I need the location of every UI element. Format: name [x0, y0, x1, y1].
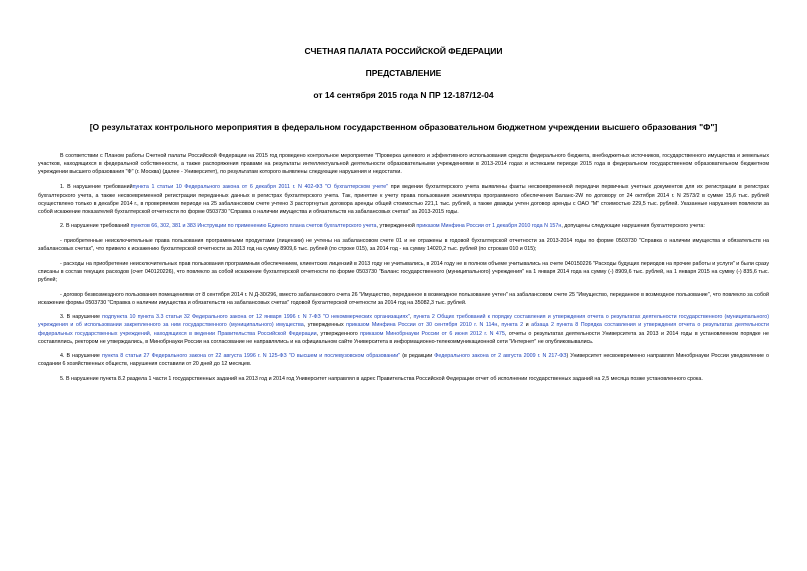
org-title: СЧЕТНАЯ ПАЛАТА РОССИЙСКОЙ ФЕДЕРАЦИИ: [304, 46, 503, 56]
bullet-3: - договор безвозмездного пользования помещениями от 8 сентября 2014 г. N Д-30/296, вместо забалансового счета 26 "Имущество, переданное в возмездное пользование учтен" на забалансовом счете 25 "Имущество, переданное в возмездное пользование", что повлекло за собой искажение формы 0503730 "Справка о наличии имущества и обязательств на забалансовых счетах" годовой бухгалтерской отчетности за 2014 год на 35082,3 тыс. рублей.: [38, 291, 769, 306]
document-body: [38, 152, 769, 390]
doc-date-number: от 14 сентября 2015 года N ПР 12-187/12-04: [313, 90, 494, 100]
paragraph-4: [38, 352, 769, 368]
procedure-link[interactable]: абзаца 2 пункта 8 Порядка составления и утверждения отчета о результатах деятельности федеральных государственных учреждений, находящихся в ведении Правительства Российской Федерации: [38, 322, 769, 337]
minfin-114n-link[interactable]: приказом Минфина России от 30 сентября 2010 г. N 114н: [346, 322, 498, 329]
bullet-2: - расходы на приобретение неисключительных прав пользования программным обеспечением, клиентских лицензий в 2013 году не учитывались, в 2014 году не в полном объеме учитывались на счете 040150226 "Расходы будущих периодов на прочие работы и услуги" и были сразу списаны в состав текущих расходов (счет 040120226), что повлекло за собой искажение бухгалтерской отчетности по форме 0503730 "Баланс государственного (муниципального) учреждения" на 1 января 2014 года на сумму (-) 8909,6 тыс. рублей, на 1 января 2015 на сумму (-) 835,6 тыс. рублей;: [38, 260, 769, 284]
p3-text-c: , утвержденных: [303, 322, 347, 329]
p4-text-b: (в редакции: [400, 353, 435, 360]
p3-text-a: 3. В нарушение: [60, 314, 103, 321]
p3-text-f: , утвержденного: [316, 330, 361, 337]
paragraph-1: [38, 183, 769, 216]
minfin-157n-link[interactable]: приказом Минфина России от 1 декабря 2010 года N 157н: [416, 223, 562, 230]
doc-subject: [О результатах контрольного мероприятия в федеральном государственном образовательном бюджетном учреждении высшего образования "Ф"]: [89, 122, 718, 132]
paragraph-2: [38, 222, 769, 230]
doc-type: ПРЕДСТАВЛЕНИЕ: [365, 68, 442, 78]
intro-paragraph: В соответствии с Планом работы Счетной палаты Российской Федерации на 2015 год проведено контрольное мероприятие "Проверка целевого и эффективного использования средств федерального бюджета, внебюджетных источников, государственного имущества и земельных участков, находящихся в федеральной собственности, а также распоряжения правами на результаты интеллектуальной деятельности образовательными учреждениями в 2013-2014 годах и истекшем периоде 2015 года в федеральном государственном образовательном бюджетном учреждении высшего образования "Ф" (г. Москва) (далее - Университет), по результатам которого выявлены следующие нарушения и недостатки.: [38, 153, 769, 176]
p1-text-b: при ведении бухгалтерского учета выявлены факты несвоевременной передачи первичных учетных документов для их регистрации в регистрах бухгалтерского учета, а также несвоевременной регистрации переданных данных в регистрах бухгалтерского учета. Так, принятие к учету права пользования экземпляра программного обеспечения Баланс-2W по договору от 24 октября 2014 г. N 2573/2 в сумме 15,6 тыс. рублей осуществлено только в декабре 2014 г., в проверяемом периоде на 25 забалансовом счете учтено 3 расторгнутых договора аренды общей стоимостью 221,1 тыс. рублей, а также дважды учтен договор аренды с ОАО "М" стоимостью 229,5 тыс. рублей. Указанные нарушения повлекли за собой искажение показателей бухгалтерской отчетности по форме 0503730 "Справка о наличии имущества и обязательств на забалансовых счетах" за 2013-2015 годы.: [38, 184, 769, 215]
p4-text-c: ) Университет несвоевременно направлял Минобрнауки России уведомление о создании 6 хозяйственных обществ, нарушения составили от 20 дней до 12 месяцев.: [38, 353, 770, 368]
law-7-fz-link[interactable]: подпункта 10 пункта 3.3 статьи 32 Федерального закона от 12 января 1996 г. N 7-ФЗ "О некоммерческих организациях": [102, 314, 410, 321]
p2-text-c: , допущены следующие нарушения бухгалтерского учета:: [561, 223, 705, 230]
law-125-fz-link[interactable]: пункта 8 статьи 27 Федерального закона от 22 августа 1996 г. N 125-ФЗ "О высшем и послевузовском образовании": [101, 353, 401, 360]
p3-text-e: и: [523, 322, 532, 329]
instruction-link[interactable]: пунктов 66, 302, 381 и 383 Инструкции по применению Единого плана счетов бухгалтерского учета: [130, 223, 377, 230]
p2-text-b: , утвержденной: [376, 223, 417, 230]
point-2-link[interactable]: пункта 2: [501, 322, 524, 329]
p3-text-d: ,: [497, 322, 502, 329]
general-requirements-link[interactable]: пункта 2 Общих требований к порядку составления и утверждения отчета о результатах деятельности государственного (муниципального) учреждения и об использовании закрепленного за ним государственного (муниципального) имущества: [38, 314, 769, 329]
law-402-fz-link[interactable]: пункта 1 статьи 10 Федерального закона от 6 декабря 2011 г. N 402-ФЗ "О бухгалтерском учете": [132, 184, 389, 191]
p3-text-b: ,: [409, 314, 414, 321]
p3-text-g: , отчеты о результатах деятельности Университета за 2013 и 2014 годы в установленном порядке не составлялись, ректором не утверждались, в Минобрнауки России на согласование не направлялись и на официальном сайте Университета в информационно-телекоммуникационной сети "Интернет" не опубликовывались.: [38, 330, 769, 345]
law-217-fz-link[interactable]: Федерального закона от 2 августа 2009 г. N 217-ФЗ: [434, 353, 567, 360]
paragraph-5: 5. В нарушение пункта 8.2 раздела 1 части 1 государственных заданий на 2013 год и 2014 год Университет направлял в адрес Правительства Российской Федерации отчет об исполнении государственных заданий на 2,5 месяца позже установленного срока.: [60, 376, 703, 383]
paragraph-3: [38, 313, 769, 346]
p4-text-a: 4. В нарушение: [60, 353, 102, 360]
minobrnauki-475-link[interactable]: приказом Минобрнауки России от 6 июня 2012 г. N 475: [360, 330, 505, 337]
p1-text-a: 1. В нарушение требований: [60, 184, 133, 191]
bullet-1: - приобретенные неисключительные права пользования программными продуктами (лицензии) не учтены на забалансовом счете 01 и не отражены в годовой бухгалтерской отчетности за 2013-2014 годы по форме 0503730 "Справка о наличии имущества и обязательств на забалансовых счетах", что привело к искажению бухгалтерской отчетности за 2013 год на сумму 8909,6 тыс. рублей (по строке 015), за 2014 год - на сумму 14020,2 тыс. рублей (по строкам 010 и 015);: [38, 238, 769, 253]
p2-text-a: 2. В нарушение требований: [60, 223, 131, 230]
